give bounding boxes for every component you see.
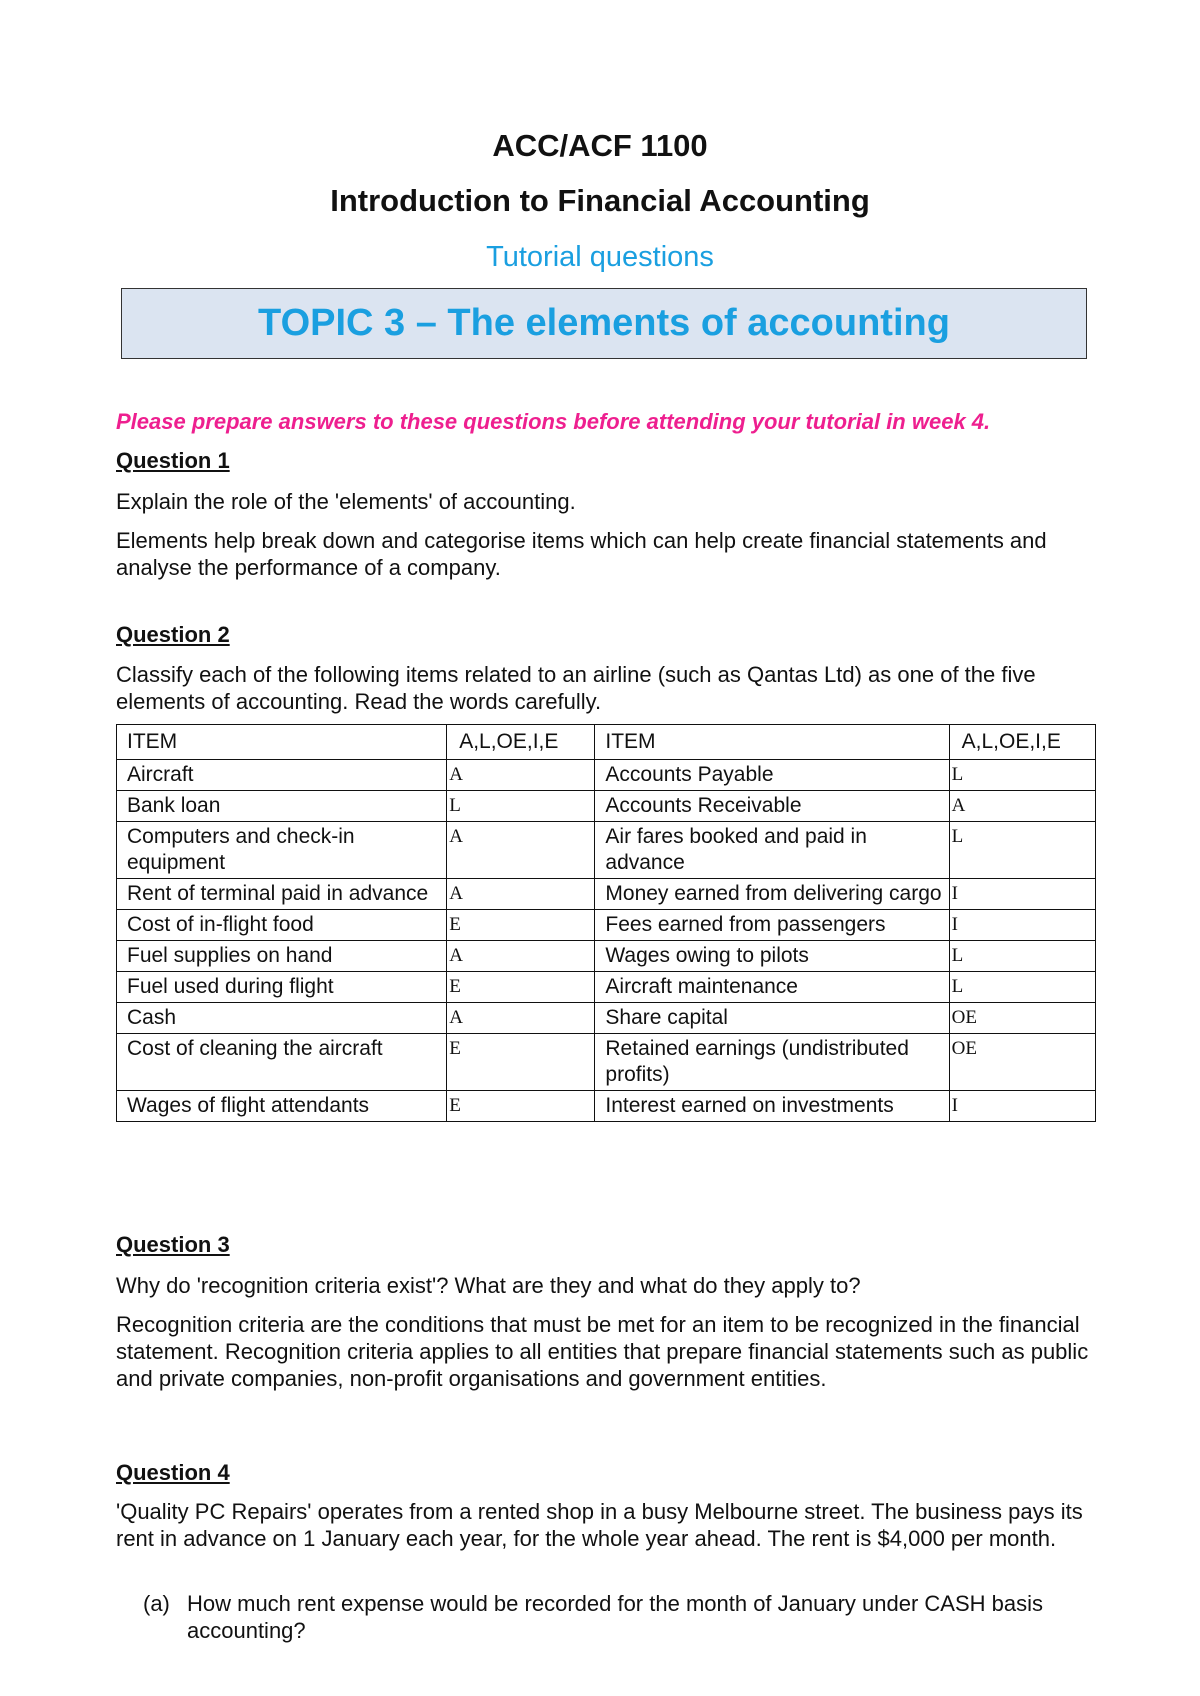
- header-item: ITEM: [117, 725, 447, 760]
- item-cell: Rent of terminal paid in advance: [117, 879, 447, 910]
- table-row: [117, 822, 1096, 879]
- header-element: A,L,OE,I,E: [447, 725, 595, 760]
- element-cell: L: [949, 941, 1095, 972]
- item-cell: Accounts Payable: [595, 760, 949, 791]
- item-cell: Fuel used during flight: [117, 972, 447, 1003]
- element-cell: E: [447, 910, 595, 941]
- item-cell: Fees earned from passengers: [595, 910, 949, 941]
- table-row: [117, 791, 1096, 822]
- element-cell: L: [949, 822, 1095, 879]
- element-cell: A: [447, 760, 595, 791]
- part-label: (a): [143, 1591, 170, 1616]
- item-cell: Share capital: [595, 1003, 949, 1034]
- question-3-prompt: Why do 'recognition criteria exist'? What are they and what do they apply to?: [116, 1273, 861, 1298]
- subtitle: Tutorial questions: [486, 241, 714, 273]
- table-row: [117, 972, 1096, 1003]
- item-cell: Wages owing to pilots: [595, 941, 949, 972]
- item-cell: Cost of in-flight food: [117, 910, 447, 941]
- element-cell: A: [447, 822, 595, 879]
- question-4-heading: Question 4: [116, 1460, 230, 1485]
- question-3-heading: Question 3: [116, 1232, 230, 1257]
- element-cell: L: [949, 972, 1095, 1003]
- question-1-prompt: Explain the role of the 'elements' of accounting.: [116, 489, 576, 514]
- part-text: How much rent expense would be recorded for the month of January under CASH basis accounting?: [187, 1591, 1044, 1643]
- item-cell: Computers and check-in equipment: [117, 822, 447, 879]
- classification-table: [116, 724, 1096, 1122]
- element-cell: E: [447, 1091, 595, 1122]
- topic-title: TOPIC 3 – The elements of accounting: [258, 302, 950, 344]
- element-cell: E: [447, 1034, 595, 1091]
- item-cell: Interest earned on investments: [595, 1091, 949, 1122]
- question-1-answer: Elements help break down and categorise items which can help create financial statements and analyse the performance of a company.: [116, 528, 1047, 580]
- element-cell: OE: [949, 1003, 1095, 1034]
- item-cell: Fuel supplies on hand: [117, 941, 447, 972]
- table-row: [117, 941, 1096, 972]
- element-cell: I: [949, 910, 1095, 941]
- item-cell: Air fares booked and paid in advance: [595, 822, 949, 879]
- header-item: ITEM: [595, 725, 949, 760]
- element-cell: A: [447, 941, 595, 972]
- element-cell: L: [447, 791, 595, 822]
- item-cell: Cost of cleaning the aircraft: [117, 1034, 447, 1091]
- table-row: [117, 1034, 1096, 1091]
- question-2-heading: Question 2: [116, 622, 230, 647]
- topic-banner: [121, 288, 1087, 359]
- item-cell: Aircraft: [117, 760, 447, 791]
- element-cell: I: [949, 879, 1095, 910]
- item-cell: Cash: [117, 1003, 447, 1034]
- element-cell: A: [447, 879, 595, 910]
- question-2-prompt: Classify each of the following items related to an airline (such as Qantas Ltd) as one of the five elements of accounting. Read the words carefully.: [116, 662, 1036, 714]
- table-row: [117, 910, 1096, 941]
- question-4-prompt: 'Quality PC Repairs' operates from a rented shop in a busy Melbourne street. The business pays its rent in advance on 1 January each year, for the whole year ahead. The rent is $4,000 per month.: [116, 1499, 1083, 1551]
- course-code: ACC/ACF 1100: [492, 128, 708, 163]
- item-cell: Wages of flight attendants: [117, 1091, 447, 1122]
- header-element: A,L,OE,I,E: [949, 725, 1095, 760]
- item-cell: Bank loan: [117, 791, 447, 822]
- element-cell: OE: [949, 1034, 1095, 1091]
- course-title: Introduction to Financial Accounting: [330, 183, 870, 218]
- table-row: [117, 1003, 1096, 1034]
- element-cell: I: [949, 1091, 1095, 1122]
- item-cell: Retained earnings (undistributed profits): [595, 1034, 949, 1091]
- table-row: [117, 760, 1096, 791]
- element-cell: A: [949, 791, 1095, 822]
- question-3-answer: Recognition criteria are the conditions that must be met for an item to be recognized in the financial statement. Recognition criteria applies to all entities that prepare financial statements such as public and private companies, non-profit organisations and government entities.: [116, 1312, 1089, 1391]
- item-cell: Money earned from delivering cargo: [595, 879, 949, 910]
- table-row: [117, 879, 1096, 910]
- question-1-heading: Question 1: [116, 448, 230, 473]
- instruction-text: Please prepare answers to these questions before attending your tutorial in week 4.: [116, 409, 991, 434]
- table-header-row: [117, 725, 1096, 760]
- element-cell: E: [447, 972, 595, 1003]
- item-cell: Aircraft maintenance: [595, 972, 949, 1003]
- item-cell: Accounts Receivable: [595, 791, 949, 822]
- table-row: [117, 1091, 1096, 1122]
- element-cell: A: [447, 1003, 595, 1034]
- element-cell: L: [949, 760, 1095, 791]
